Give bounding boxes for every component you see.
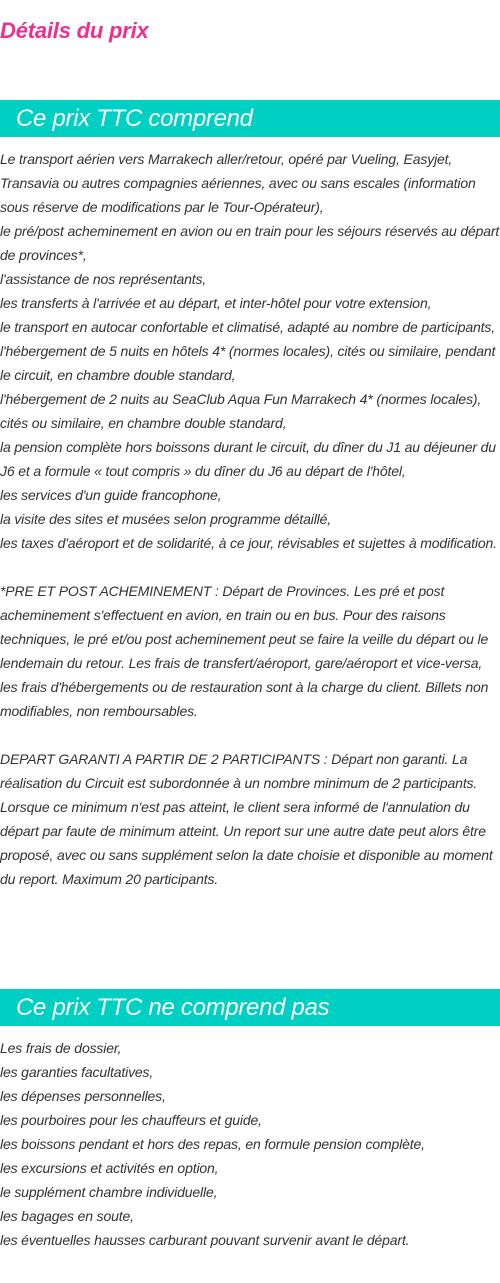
excluded-item: les garanties facultatives, xyxy=(0,1064,154,1080)
guaranteed-departure-note: DEPART GARANTI A PARTIR DE 2 PARTICIPANTS : Départ non garanti. La réalisation du Circuit est subordonnée à un nombre minimum de 2 participants. Lorsque ce minimum n'est pas atteint, le client sera informé de l'annulation du départ par faute de minimum atteint. Un report sur une autre date peut alors être proposé, avec ou sans supplément selon la date choisie et disponible au moment du report. Maximum 20 participants. xyxy=(0,751,493,887)
excluded-item: les pourboires pour les chauffeurs et guide, xyxy=(0,1112,262,1128)
included-item: le transport en autocar confortable et climatisé, adapté au nombre de participants, xyxy=(0,319,495,335)
excluded-item: les boissons pendant et hors des repas, en formule pension complète, xyxy=(0,1136,425,1152)
included-item: Le transport aérien vers Marrakech aller/retour, opéré par Vueling, Easyjet, Transavia ou autres compagnies aériennes, avec ou sans escales (information sous réserve de modifications par le Tour-Opérateur), xyxy=(0,151,476,215)
excluded-item: les excursions et activités en option, xyxy=(0,1160,219,1176)
excluded-item: Les frais de dossier, xyxy=(0,1040,122,1056)
included-item: l'assistance de nos représentants, xyxy=(0,271,207,287)
included-item: les taxes d'aéroport et de solidarité, à ce jour, révisables et sujettes à modification. xyxy=(0,535,497,551)
included-item: l'hébergement de 2 nuits au SeaClub Aqua Fun Marrakech 4* (normes locales), cités ou similaire, en chambre double standard, xyxy=(0,391,482,431)
excluded-item: les éventuelles hausses carburant pouvant survenir avant le départ. xyxy=(0,1232,410,1248)
included-item: le pré/post acheminement en avion ou en train pour les séjours réservés au départ de provinces*, xyxy=(0,223,500,263)
included-item: les transferts à l'arrivée et au départ, et inter-hôtel pour votre extension, xyxy=(0,295,432,311)
included-items-block xyxy=(0,147,500,891)
included-section-heading: Ce prix TTC comprend xyxy=(0,100,500,137)
included-item: les services d'un guide francophone, xyxy=(0,487,222,503)
excluded-items-block xyxy=(0,1036,500,1252)
included-item: l'hébergement de 5 nuits en hôtels 4* (normes locales), cités ou similaire, pendant le circuit, en chambre double standard, xyxy=(0,343,496,383)
excluded-section-heading: Ce prix TTC ne comprend pas xyxy=(0,989,500,1026)
included-item: la pension complète hors boissons durant le circuit, du dîner du J1 au déjeuner du J6 et a formule « tout compris » du dîner du J6 au départ de l'hôtel, xyxy=(0,439,496,479)
pre-post-transport-note: *PRE ET POST ACHEMINEMENT : Départ de Provinces. Les pré et post acheminement s'effectuent en avion, en train ou en bus. Pour des raisons techniques, le pré et/ou post acheminement peut se faire la veille du départ ou le lendemain du retour. Les frais de transfert/aéroport, gare/aéroport et vice-versa, les frais d'hébergements ou de restauration sont à la charge du client. Billets non modifiables, non remboursables. xyxy=(0,583,489,719)
excluded-item: les dépenses personnelles, xyxy=(0,1088,166,1104)
excluded-item: les bagages en soute, xyxy=(0,1208,134,1224)
excluded-item: le supplément chambre individuelle, xyxy=(0,1184,218,1200)
page-title: Détails du prix xyxy=(0,18,149,43)
included-item: la visite des sites et musées selon programme détaillé, xyxy=(0,511,332,527)
